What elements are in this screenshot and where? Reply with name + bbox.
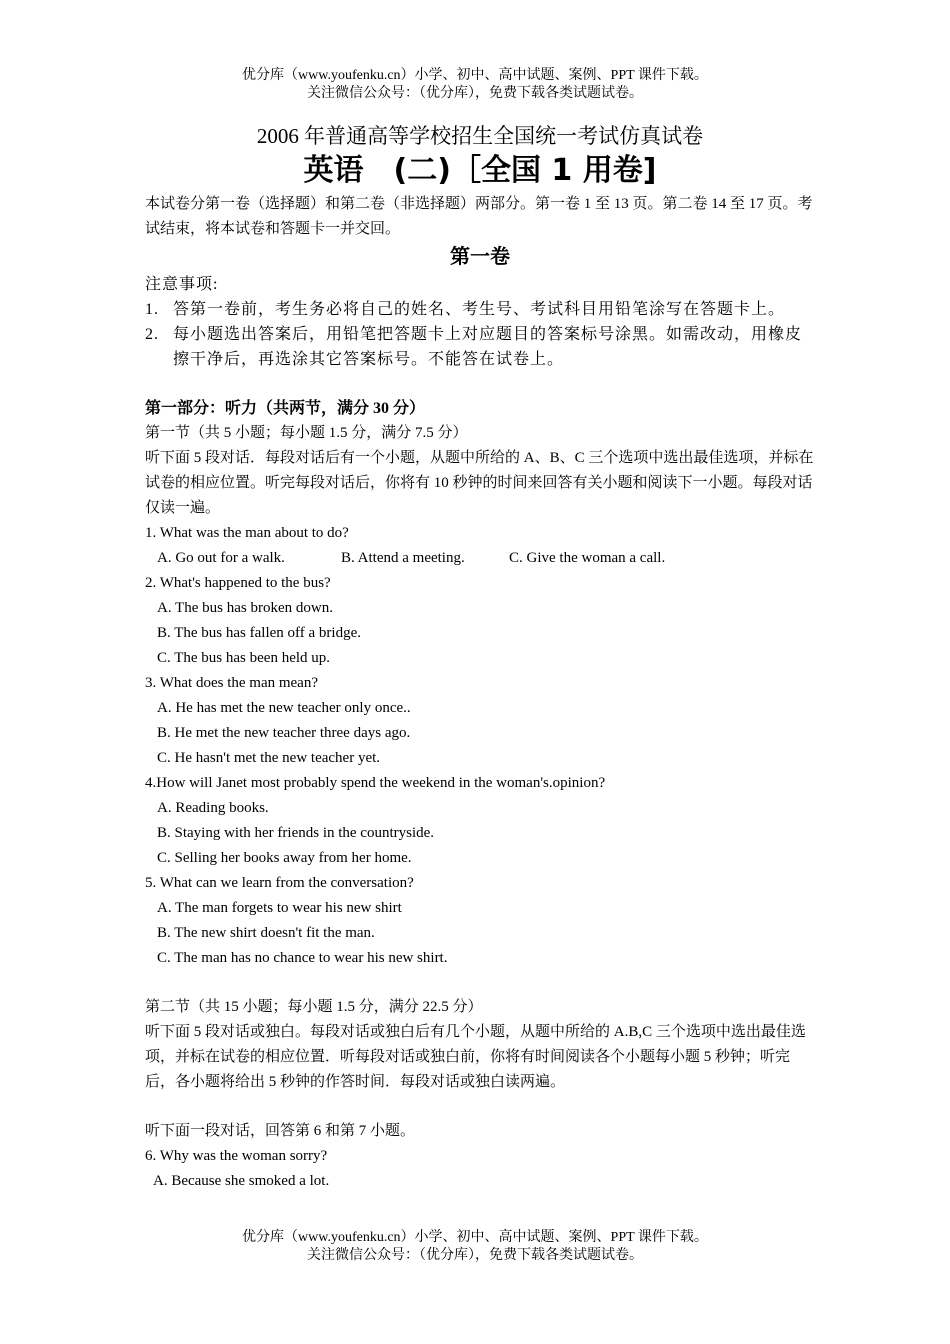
- option-a: A. The bus has broken down.: [157, 600, 333, 616]
- volume-title: 第一卷: [450, 246, 510, 268]
- document-body: [145, 122, 815, 1194]
- notice-item-number: 1.: [145, 301, 159, 318]
- section2-title: 第二节（共 15 小题；每小题 1.5 分，满分 22.5 分）: [145, 999, 483, 1015]
- page-header: [0, 67, 950, 103]
- exam-intro: 本试卷分第一卷（选择题）和第二卷（非选择题）两部分。第一卷 1 至 13 页。第二卷 14 至 17 页。考试结束，将本试卷和答题卡一并交回。: [145, 196, 813, 237]
- option-b: B. The bus has fallen off a bridge.: [157, 625, 361, 641]
- section2-prompt: 听下面一段对话，回答第 6 和第 7 小题。: [145, 1123, 416, 1139]
- question-2: 2. What's happened to the bus?: [145, 575, 331, 591]
- header-line-2: 关注微信公众号：（优分库），免费下载各类试题试卷。: [307, 86, 643, 101]
- option-a: A. He has met the new teacher only once..: [157, 700, 411, 716]
- option-a: A. Because she smoked a lot.: [153, 1173, 330, 1189]
- notice-item-number: 2.: [145, 326, 159, 343]
- notice-item: [145, 297, 815, 322]
- question-5: 5. What can we learn from the conversation?: [145, 875, 414, 891]
- exam-title: 2006 年普通高等学校招生全国统一考试仿真试卷: [256, 124, 704, 148]
- option-c: C. The man has no chance to wear his new shirt.: [157, 950, 448, 966]
- question-4: 4.How will Janet most probably spend the weekend in the woman's.opinion?: [145, 775, 606, 791]
- section2-instructions: 听下面 5 段对话或独白。每段对话或独白后有几个小题，从题中所给的 A.B,C 三个选项中选出最佳选项，并标在试卷的相应位置．听每段对话或独白前，你将有时间阅读各个小题每小题 5 秒钟；听完后，各小题将给出 5 秒钟的作答时间．每段对话或独白读两遍。: [145, 1024, 806, 1090]
- question-1-options: [145, 546, 815, 571]
- option-b: B. Staying with her friends in the countryside.: [157, 825, 435, 841]
- option-c: C. Selling her books away from her home.: [157, 850, 412, 866]
- option-a: A. Reading books.: [157, 800, 269, 816]
- section1-title: 第一节（共 5 小题；每小题 1.5 分，满分 7.5 分）: [145, 425, 468, 441]
- spacer: [145, 372, 815, 396]
- notice-item-text: 每小题选出答案后，用铅笔把答题卡上对应题目的答案标号涂黑。如需改动，用橡皮擦干净后，再选涂其它答案标号。不能答在试卷上。: [173, 326, 803, 368]
- option-b: B. The new shirt doesn't fit the man.: [157, 925, 375, 941]
- question-1: 1. What was the man about to do?: [145, 525, 349, 541]
- question-3: 3. What does the man mean?: [145, 675, 318, 691]
- footer-line-1: 优分库（www.youfenku.cn）小学、初中、高中试题、案例、PPT 课件下载。: [242, 1230, 708, 1245]
- header-line-1: 优分库（www.youfenku.cn）小学、初中、高中试题、案例、PPT 课件下载。: [242, 68, 708, 83]
- spacer: [145, 971, 815, 995]
- option-b: B. He met the new teacher three days ago.: [157, 725, 411, 741]
- page-footer: [0, 1229, 950, 1265]
- notice-item-text: 答第一卷前，考生务必将自己的姓名、考生号、考试科目用铅笔涂写在答题卡上。: [173, 301, 786, 318]
- option-c: C. The bus has been held up.: [157, 650, 331, 666]
- option-c: C. He hasn't met the new teacher yet.: [157, 750, 381, 766]
- option-c: C. Give the woman a call.: [509, 550, 666, 566]
- option-a: A. Go out for a walk.: [157, 550, 285, 566]
- spacer: [145, 1095, 815, 1119]
- exam-subtitle: 英语 (二)［全国 1 用卷]: [303, 153, 657, 188]
- notice-item: [145, 322, 815, 372]
- option-b: B. Attend a meeting.: [341, 550, 465, 566]
- option-a: A. The man forgets to wear his new shirt: [157, 900, 402, 916]
- notice-heading: 注意事项:: [145, 276, 219, 293]
- question-6: 6. Why was the woman sorry?: [145, 1148, 328, 1164]
- part1-heading: 第一部分：听力（共两节，满分 30 分）: [145, 400, 426, 417]
- section1-instructions: 听下面 5 段对话．每段对话后有一个小题，从题中所给的 A、B、C 三个选项中选出最佳选项，并标在试卷的相应位置。听完每段对话后，你将有 10 秒钟的时间来回答有关小题和阅读下一小题。每段对话仅读一遍。: [145, 450, 814, 516]
- footer-line-2: 关注微信公众号：（优分库），免费下载各类试题试卷。: [307, 1248, 643, 1263]
